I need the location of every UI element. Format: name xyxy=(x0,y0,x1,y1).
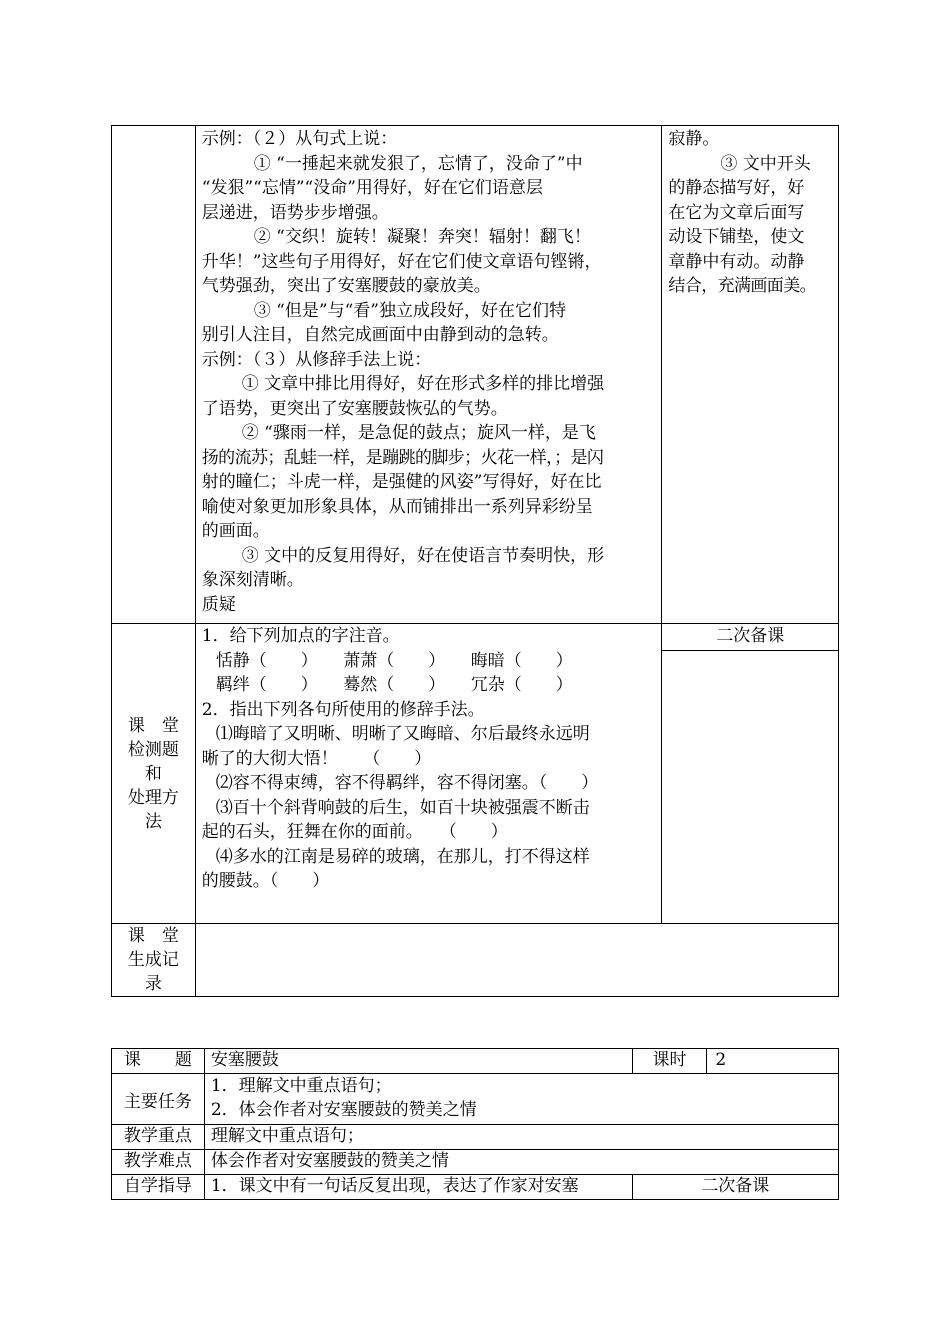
side-note-line: 动设下铺垫，使文 xyxy=(668,227,805,247)
test-line: 1．给下列加点的字注音。 xyxy=(201,626,400,646)
tasks-row xyxy=(112,1074,839,1125)
example-line: 气势强劲，突出了安塞腰鼓的豪放美。 xyxy=(201,276,491,296)
example-line: 层递进，语势步步增强。 xyxy=(201,202,389,223)
example-line: ① “一捶起来就发狠了，忘情了，没命了”中 xyxy=(253,153,583,174)
example-line: 象深刻清晰。 xyxy=(201,570,304,590)
example-line: ② “骤雨一样，是急促的鼓点；旋风一样，是飞 xyxy=(241,423,596,443)
example-line: “发狠”“忘情”“没命”用得好，好在它们语意层 xyxy=(201,178,543,198)
example-line: 扬的流苏；乱蛙一样，是蹦跳的脚步；火花一样，；是闪 xyxy=(201,447,604,468)
examples-label-cell xyxy=(112,126,196,624)
guide-value: 1．课文中有一句话反复出现，表达了作家对安塞 xyxy=(204,1175,632,1200)
test-side-cell xyxy=(662,624,839,924)
guide-label: 自学指导 xyxy=(112,1175,205,1200)
topic-row xyxy=(112,1049,839,1074)
record-row xyxy=(112,924,839,997)
difficulty-label: 教学难点 xyxy=(112,1150,205,1175)
test-label-line: 课 堂 xyxy=(127,715,179,736)
task-item: 1．理解文中重点语句； xyxy=(210,1076,392,1096)
record-content-cell xyxy=(195,924,838,997)
examples-row xyxy=(112,126,839,624)
side-note-line: 在它为文章后面写 xyxy=(668,202,805,223)
test-line: 晰了的大彻大悟！ （ ） xyxy=(201,748,432,769)
test-label-line: 和 xyxy=(144,763,162,784)
test-line: 羁绊（ ） 蓦然（ ） 冗杂（ ） xyxy=(215,675,573,695)
side-note-line: 的静态描写好，好 xyxy=(668,178,805,198)
lesson-table-2 xyxy=(111,1048,839,1200)
question-label: 质疑 xyxy=(201,594,236,615)
test-line: 起的石头，狂舞在你的面前。 （ ） xyxy=(201,822,508,842)
example-line: 示例：（２）从句式上说： xyxy=(201,129,398,149)
example-line: ① 文章中排比用得好，好在形式多样的排比增强 xyxy=(241,374,605,394)
example-line: 的画面。 xyxy=(201,521,270,541)
example-line: 示例：（３）从修辞手法上说： xyxy=(201,349,432,370)
side-note-line: ③ 文中开头 xyxy=(720,153,811,174)
record-label-cell xyxy=(112,924,196,997)
examples-content-cell xyxy=(195,126,662,624)
example-line: 喻使对象更加形象具体，从而铺排出一系列异彩纷呈 xyxy=(201,496,593,517)
test-label-line: 法 xyxy=(144,811,162,832)
example-line: ② “交织！旋转！凝聚！奔突！辐射！翻飞！ xyxy=(253,227,591,247)
example-line: 射的瞳仁；斗虎一样，是强健的风姿”写得好，好在比 xyxy=(201,472,602,492)
difficulty-row xyxy=(112,1150,839,1175)
test-line: ⑷多水的江南是易碎的玻璃，在那儿，打不得这样 xyxy=(215,846,590,867)
test-line: ⑶百十个斜背响鼓的后生，如百十块被强震不断击 xyxy=(215,797,590,818)
example-line: ③ “但是”与“看”独立成段好，好在它们特 xyxy=(253,300,566,321)
test-line: ⑵容不得束缚，容不得羁绊，容不得闭塞。（ ） xyxy=(215,773,599,793)
side-notes-cell xyxy=(662,126,839,624)
test-content-cell xyxy=(195,624,662,924)
tasks-cell xyxy=(204,1074,838,1125)
hours-value: 2 xyxy=(707,1049,839,1074)
example-line: ③ 文中的反复用得好，好在使语言节奏明快，形 xyxy=(241,545,605,566)
record-label-line: 生成记 xyxy=(127,950,179,970)
guide-row xyxy=(112,1175,839,1200)
test-label-cell xyxy=(112,624,196,924)
side-note-line: 结合，充满画面美。 xyxy=(668,276,817,296)
test-line: 的腰鼓。（ ） xyxy=(201,871,330,891)
tasks-label: 主要任务 xyxy=(112,1074,205,1125)
difficulty-value: 体会作者对安塞腰鼓的赞美之情 xyxy=(204,1150,838,1175)
side-note-line: 寂静。 xyxy=(668,129,720,149)
record-label-line: 课 堂 xyxy=(127,926,179,946)
test-row xyxy=(112,624,839,924)
test-line: 恬静（ ） 萧萧（ ） 晦暗（ ） xyxy=(215,650,573,671)
key-value: 理解文中重点语句； xyxy=(204,1125,838,1150)
test-line: ⑴晦暗了又明晰、明晰了又晦暗、尔后最终永远明 xyxy=(215,724,590,744)
key-label: 教学重点 xyxy=(112,1125,205,1150)
lesson-table-1 xyxy=(111,125,839,997)
test-label-line: 检测题 xyxy=(127,739,179,760)
example-line: 了语势，更突出了安塞腰鼓恢弘的气势。 xyxy=(201,398,508,419)
topic-value: 安塞腰鼓 xyxy=(204,1049,632,1074)
task-item: 2．体会作者对安塞腰鼓的赞美之情 xyxy=(210,1100,477,1120)
example-line: 升华！”这些句子用得好，好在它们使文章语句铿锵， xyxy=(201,251,602,272)
key-row xyxy=(112,1125,839,1150)
second-prep-header: 二次备课 xyxy=(662,624,838,651)
record-label-line: 录 xyxy=(144,974,162,994)
example-line: 别引人注目，自然完成画面中由静到动的急转。 xyxy=(201,325,559,345)
guide-side-header: 二次备课 xyxy=(632,1175,838,1200)
hours-label: 课时 xyxy=(632,1049,707,1074)
test-line: 2．指出下列各句所使用的修辞手法。 xyxy=(201,699,485,720)
test-label-line: 处理方 xyxy=(127,787,179,808)
side-note-line: 章静中有动。动静 xyxy=(668,251,805,272)
topic-label: 课 题 xyxy=(112,1049,205,1074)
